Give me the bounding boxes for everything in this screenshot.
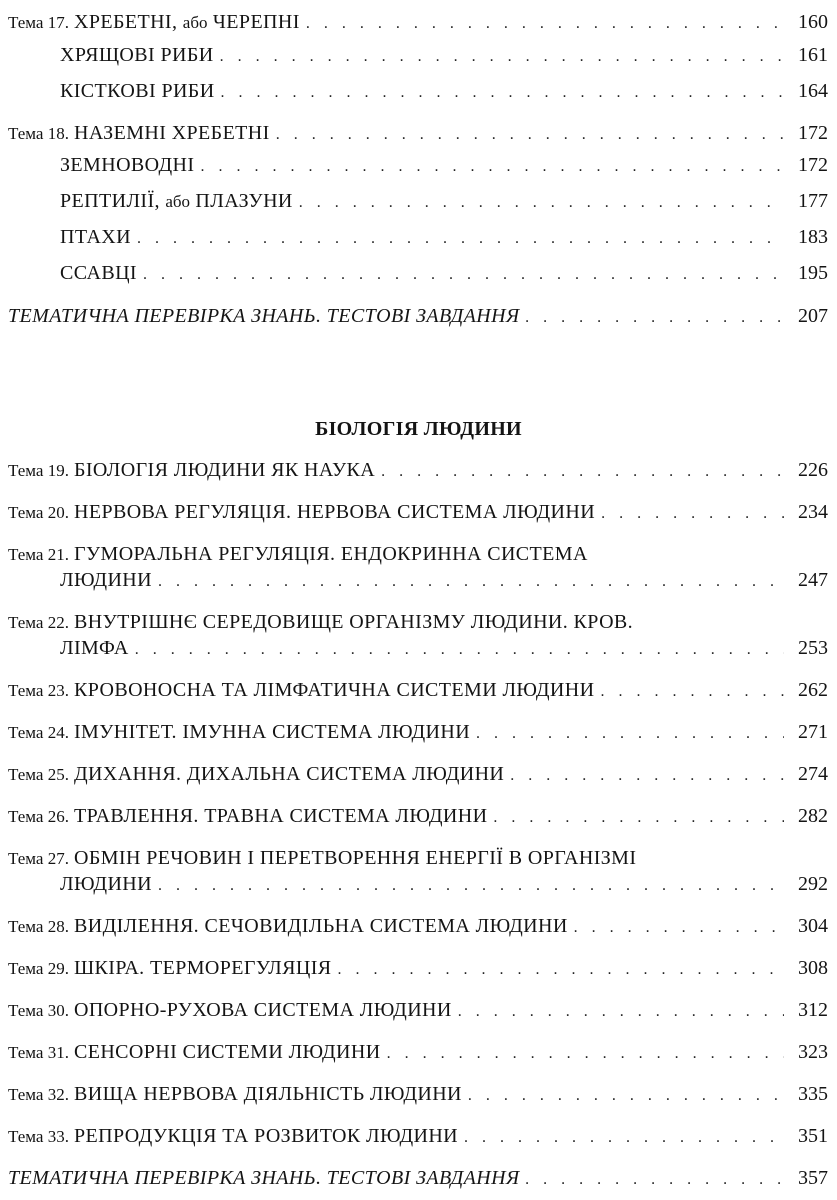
toc-entry-tema-26 [8,801,828,831]
entry-title: ЗЕМНОВОДНІ [60,154,195,176]
entry-title: ОПОРНО-РУХОВА СИСТЕМА ЛЮДИНИ [73,999,452,1021]
dot-leader [600,677,784,707]
page-number: 253 [798,637,828,659]
entry-title: ГУМОРАЛЬНА РЕГУЛЯЦІЯ. ЕНДОКРИННА СИСТЕМА [73,543,588,565]
entry-title: ТЕМАТИЧНА ПЕРЕВІРКА ЗНАНЬ. ТЕСТОВІ ЗАВДАННЯ [8,1167,520,1189]
dot-leader [493,803,784,833]
toc-entry-mammals [60,258,828,288]
page-number: 312 [798,999,828,1021]
entry-title: ПТАХИ [60,226,131,248]
entry-title-continued: ЛЮДИНИ [60,569,152,591]
dot-leader [601,499,784,529]
dot-leader [387,1039,784,1069]
entry-title-small: або [165,192,191,211]
dot-leader [137,224,784,254]
dot-leader [468,1081,784,1111]
toc-entry-tema-27-continued [60,869,828,899]
entry-prefix: Тема 21. [8,545,69,564]
toc-entry-tema-32 [8,1079,828,1109]
page-number: 351 [798,1125,828,1147]
dot-leader [143,260,784,290]
page-number: 357 [798,1167,828,1189]
dot-leader [510,761,784,791]
toc-entry-cartilaginous-fish [60,40,828,70]
dot-leader [220,42,784,72]
toc-entry-reptiles [60,186,828,216]
entry-prefix: Тема 17. [8,13,69,32]
entry-prefix: Тема 22. [8,613,69,632]
entry-label [8,7,300,38]
toc-entry-tema-33 [8,1121,828,1151]
entry-title-small: або [182,13,208,32]
entry-title: НАЗЕМНІ ХРЕБЕТНІ [73,122,270,144]
entry-title: ОБМІН РЕЧОВИН І ПЕРЕТВОРЕННЯ ЕНЕРГІЇ В ОРГАНІЗМІ [73,847,637,869]
page-number: 160 [798,11,828,33]
entry-title: НЕРВОВА РЕГУЛЯЦІЯ. НЕРВОВА СИСТЕМА ЛЮДИНИ [73,501,596,523]
page-number: 195 [798,262,828,284]
toc-entry-tema-31 [8,1037,828,1067]
entry-title: ВНУТРІШНЄ СЕРЕДОВИЩЕ ОРГАНІЗМУ ЛЮДИНИ. КРОВ. [73,611,634,633]
entry-title-continued: ЛЮДИНИ [60,873,152,895]
page-number: 308 [798,957,828,979]
entry-title: ВИЩА НЕРВОВА ДІЯЛЬНІСТЬ ЛЮДИНИ [73,1083,462,1105]
entry-prefix: Тема 33. [8,1127,69,1146]
page-number: 161 [798,44,828,66]
entry-title: КІСТКОВІ РИБИ [60,80,215,102]
page-number: 292 [798,873,828,895]
dot-leader [574,913,784,943]
toc-entry-thematic-test-2 [8,1163,828,1193]
dot-leader [158,567,784,597]
toc-entry-tema-25 [8,759,828,789]
toc-entry-amphibians [60,150,828,180]
toc-entry-thematic-test-1 [8,301,828,331]
entry-title: КРОВОНОСНА ТА ЛІМФАТИЧНА СИСТЕМИ ЛЮДИНИ [73,679,595,701]
dot-leader [306,9,784,39]
entry-title: СЕНСОРНІ СИСТЕМИ ЛЮДИНИ [73,1041,381,1063]
dot-leader [381,457,784,487]
entry-title: ІМУНІТЕТ. ІМУННА СИСТЕМА ЛЮДИНИ [73,721,471,743]
dot-leader [476,719,784,749]
page-number: 282 [798,805,828,827]
dot-leader [276,120,784,150]
page-number: 172 [798,154,828,176]
page-number: 177 [798,190,828,212]
toc-entry-tema-20 [8,497,828,527]
page-number: 164 [798,80,828,102]
toc-entry-tema-24 [8,717,828,747]
entry-prefix: Тема 25. [8,765,69,784]
entry-prefix: Тема 18. [8,124,69,143]
page-number: 304 [798,915,828,937]
toc-entry-tema-18 [8,118,828,148]
entry-prefix: Тема 26. [8,807,69,826]
toc-entry-tema-30 [8,995,828,1025]
entry-title: ВИДІЛЕННЯ. СЕЧОВИДІЛЬНА СИСТЕМА ЛЮДИНИ [73,915,568,937]
entry-prefix: Тема 29. [8,959,69,978]
entry-title: ШКІРА. ТЕРМОРЕГУЛЯЦІЯ [73,957,332,979]
entry-title: РЕПТИЛІЇ, [60,190,166,212]
toc-entry-tema-29 [8,953,828,983]
page-number: 274 [798,763,828,785]
entry-title: БІОЛОГІЯ ЛЮДИНИ ЯК НАУКА [73,459,376,481]
entry-title: ДИХАННЯ. ДИХАЛЬНА СИСТЕМА ЛЮДИНИ [73,763,505,785]
toc-entry-tema-17 [8,7,828,37]
entry-title: ТЕМАТИЧНА ПЕРЕВІРКА ЗНАНЬ. ТЕСТОВІ ЗАВДАННЯ [8,305,520,327]
entry-prefix: Тема 27. [8,849,69,868]
dot-leader [338,955,784,985]
entry-title: РЕПРОДУКЦІЯ ТА РОЗВИТОК ЛЮДИНИ [73,1125,459,1147]
toc-entry-tema-22-continued [60,633,828,663]
toc-entry-birds [60,222,828,252]
page-number: 207 [798,305,828,327]
dot-leader [221,78,784,108]
entry-prefix: Тема 32. [8,1085,69,1104]
entry-prefix: Тема 28. [8,917,69,936]
dot-leader [526,303,784,333]
page-number: 271 [798,721,828,743]
entry-title-continued: ЛІМФА [60,637,129,659]
entry-label [8,1163,520,1193]
dot-leader [464,1123,784,1153]
page-number: 183 [798,226,828,248]
entry-title: ХРЕБЕТНІ, [73,11,183,33]
toc-entry-tema-21-continued [60,565,828,595]
page-number: 172 [798,122,828,144]
dot-leader [200,152,784,182]
entry-title-rest: ЧЕРЕПНІ [207,11,300,33]
entry-label [8,1121,458,1152]
page-number: 323 [798,1041,828,1063]
entry-prefix: Тема 20. [8,503,69,522]
dot-leader [158,871,784,901]
entry-prefix: Тема 24. [8,723,69,742]
toc-entry-tema-28 [8,911,828,941]
dot-leader [458,997,784,1027]
page-number: 234 [798,501,828,523]
dot-leader [299,188,784,218]
entry-prefix: Тема 31. [8,1043,69,1062]
toc-entry-bony-fish [60,76,828,106]
entry-title-rest: ПЛАЗУНИ [190,190,293,212]
page-number: 335 [798,1083,828,1105]
entry-prefix: Тема 23. [8,681,69,700]
page-number: 226 [798,459,828,481]
toc-entry-tema-23 [8,675,828,705]
entry-prefix: Тема 30. [8,1001,69,1020]
dot-leader [135,635,784,665]
page-number: 247 [798,569,828,591]
entry-prefix: Тема 19. [8,461,69,480]
section-title: БІОЛОГІЯ ЛЮДИНИ [315,418,522,440]
entry-title: ХРЯЩОВІ РИБИ [60,44,214,66]
entry-title: ССАВЦІ [60,262,137,284]
page-number: 262 [798,679,828,701]
dot-leader [526,1165,784,1195]
entry-title: ТРАВЛЕННЯ. ТРАВНА СИСТЕМА ЛЮДИНИ [73,805,488,827]
toc-entry-tema-19 [8,455,828,485]
